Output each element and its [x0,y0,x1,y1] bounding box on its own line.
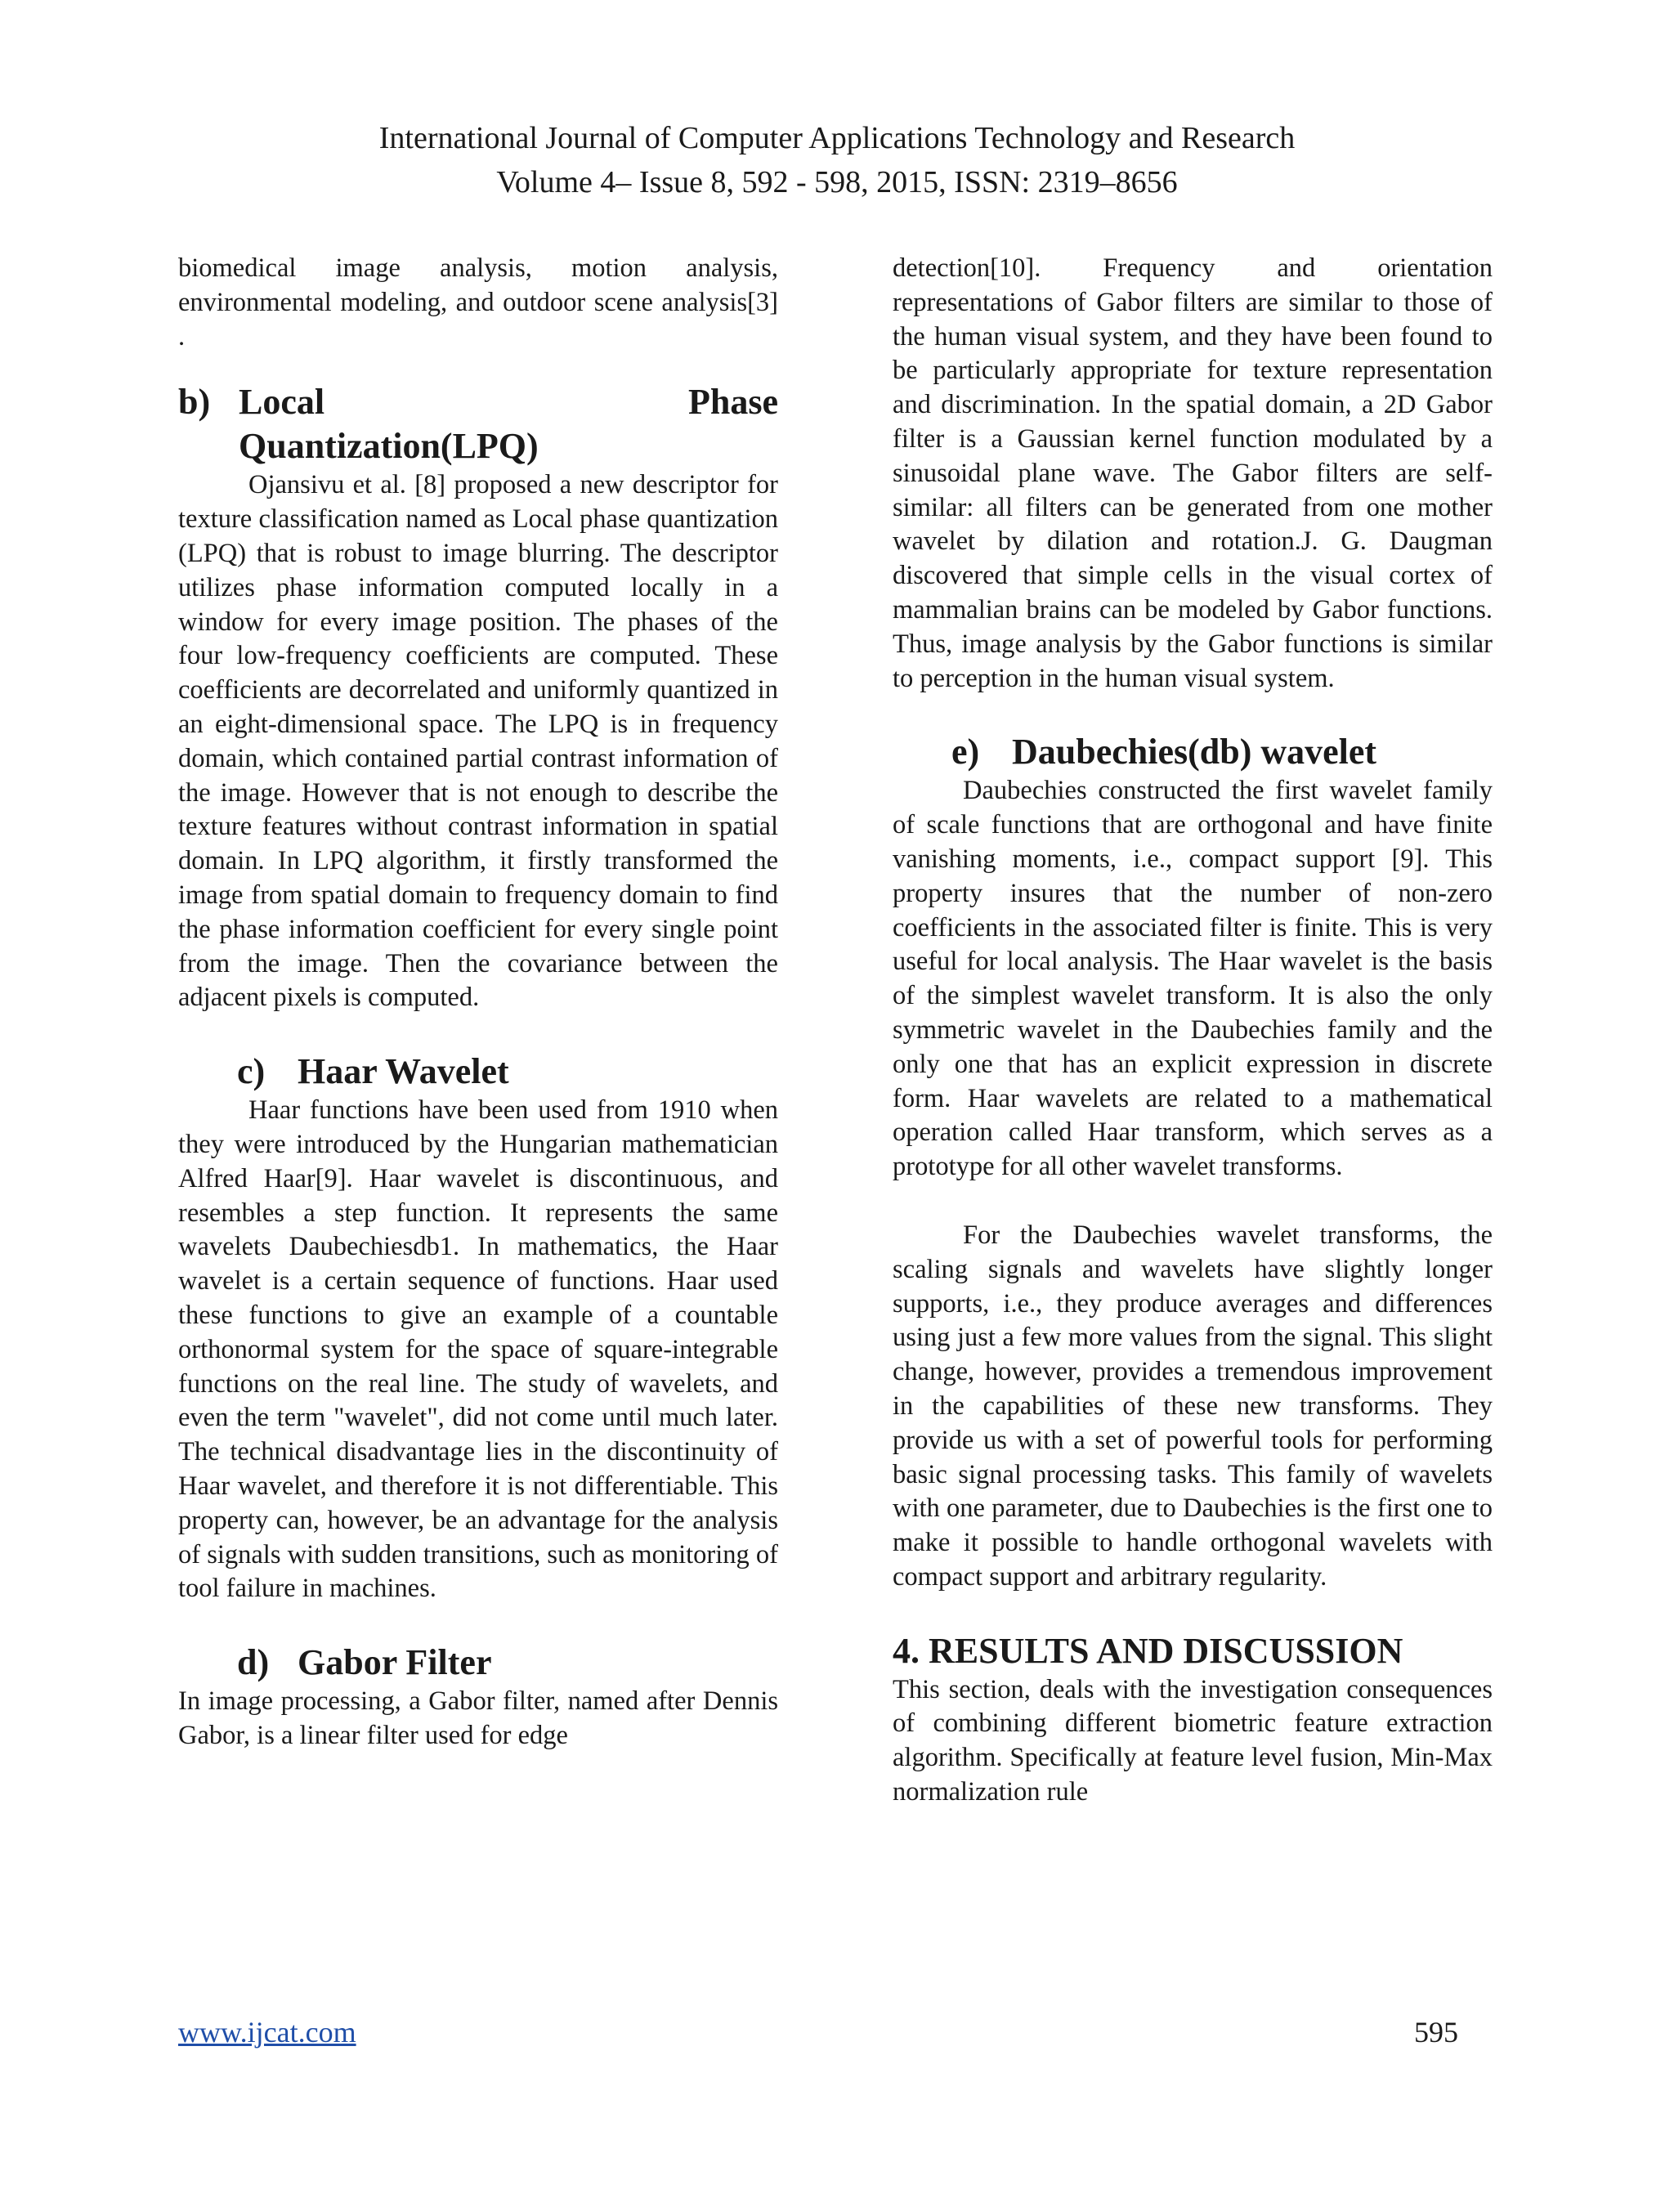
page-number: 595 [1414,2016,1458,2049]
section-heading-lpq [178,380,778,468]
section-number: e) [951,732,980,772]
paragraph-results: This section, deals with the investigation consequences of combining different biometric feature extraction algorithm. Specifically at feature level fusion, Min-Max normalization rule [893,1674,1493,1807]
paragraph-daubechies-2: For the Daubechies wavelet transforms, the scaling signals and wavelets have slightly longer supports, i.e., they produce averages and differences using just a few more values from the signal. This slight change, however, provides a tremendous improvement in the capabilities of these new transforms. They provide us with a set of powerful tools for performing basic signal processing tasks. This family of wavelets with one parameter, due to Daubechies is the first one to make it possible to handle orthogonal wavelets with compact support and arbitrary regularity. [893,1220,1493,1592]
right-column [893,252,1493,1810]
paragraph-haar: Haar functions have been used from 1910 when they were introduced by the Hungarian mathematician Alfred Haar[9]. Haar wavelet is discontinuous, and resembles a step function. It represents the same wavelets Daubechiesdb1. In mathematics, the Haar wavelet is a certain sequence of functions. Haar used these functions to give an example of a countable orthonormal system for the space of square-integrable functions on the real line. The study of wavelets, and even the term "wavelet", did not come until much later. The technical disadvantage lies in the discontinuity of Haar wavelet, and therefore it is not differentiable. This property can, however, be an advantage for the analysis of signals with sudden transitions, such as monitoring of tool failure in machines. [178,1095,778,1604]
paragraph-lpq: Ojansivu et al. [8] proposed a new descriptor for texture classification named as Local phase quantization (LPQ) that is robust to image blurring. The descriptor utilizes phase information computed locally in a window for every image position. The phases of the four low-frequency coefficients are computed. These coefficients are decorrelated and uniformly quantized in an eight-dimensional space. The LPQ is in frequency domain, which contained partial contrast information of the image. However that is not enough to describe the texture features without contrast information in spatial domain. In LPQ algorithm, it firstly transformed the image from spatial domain to frequency domain to find the phase information coefficient for every single point from the image. Then the covariance between the adjacent pixels is computed. [178,470,778,1013]
section-title-word: Phase [688,382,778,423]
journal-volume: Volume 4– Issue 8, 592 - 598, 2015, ISSN: 2319–8656 [496,165,1178,199]
section-title-word: Quantization(LPQ) [239,426,539,467]
section-number: b) [178,382,211,423]
section-number: d) [237,1642,270,1683]
section-heading-haar [178,1050,778,1094]
paragraph-daubechies-1: Daubechies constructed the first wavelet family of scale functions that are orthogonal and have finite vanishing moments, i.e., compact support [9]. This property insures that the number of non-zero coefficients in the associated filter is finite. This is very useful for local analysis. The Haar wavelet is the basis of the simplest wavelet transform. It is also the only symmetric wavelet in the Daubechies family and the only one that has an explicit expression in discrete form. Haar wavelets are related to a mathematical operation called Haar transform, which serves as a prototype for all other wavelet transforms. [893,776,1493,1182]
section-number: c) [237,1051,266,1092]
paragraph-intro-continued: biomedical image analysis, motion analysis, environmental modeling, and outdoor scene analysis[3] . [178,253,778,352]
paragraph-gabor-start: In image processing, a Gabor filter, named after Dennis Gabor, is a linear filter used for edge [178,1686,778,1750]
section-heading-daubechies [893,730,1493,774]
section-heading-gabor [178,1641,778,1685]
journal-title: International Journal of Computer Applications Technology and Research [378,121,1296,155]
section-title: Haar Wavelet [298,1051,509,1092]
journal-header [0,116,1674,204]
section-title: Daubechies(db) wavelet [1012,732,1377,772]
left-column [178,252,778,1753]
section-title: Gabor Filter [298,1642,492,1683]
section-title-word: Local [239,382,325,423]
journal-website-link[interactable]: www.ijcat.com [178,2016,356,2049]
section-heading-results: 4. RESULTS AND DISCUSSION [893,1630,1403,1671]
paragraph-gabor-continued: detection[10]. Frequency and orientation representations of Gabor filters are similar to those of the human visual system, and they have been found to be particularly appropriate for texture representation and discrimination. In the spatial domain, a 2D Gabor filter is a Gaussian kernel function modulated by a sinusoidal plane wave. The Gabor filters are self-similar: all filters can be generated from one mother wavelet by dilation and rotation.J. G. Daugman discovered that simple cells in the visual cortex of mammalian brains can be modeled by Gabor functions. Thus, image analysis by the Gabor functions is similar to perception in the human visual system. [893,253,1493,693]
